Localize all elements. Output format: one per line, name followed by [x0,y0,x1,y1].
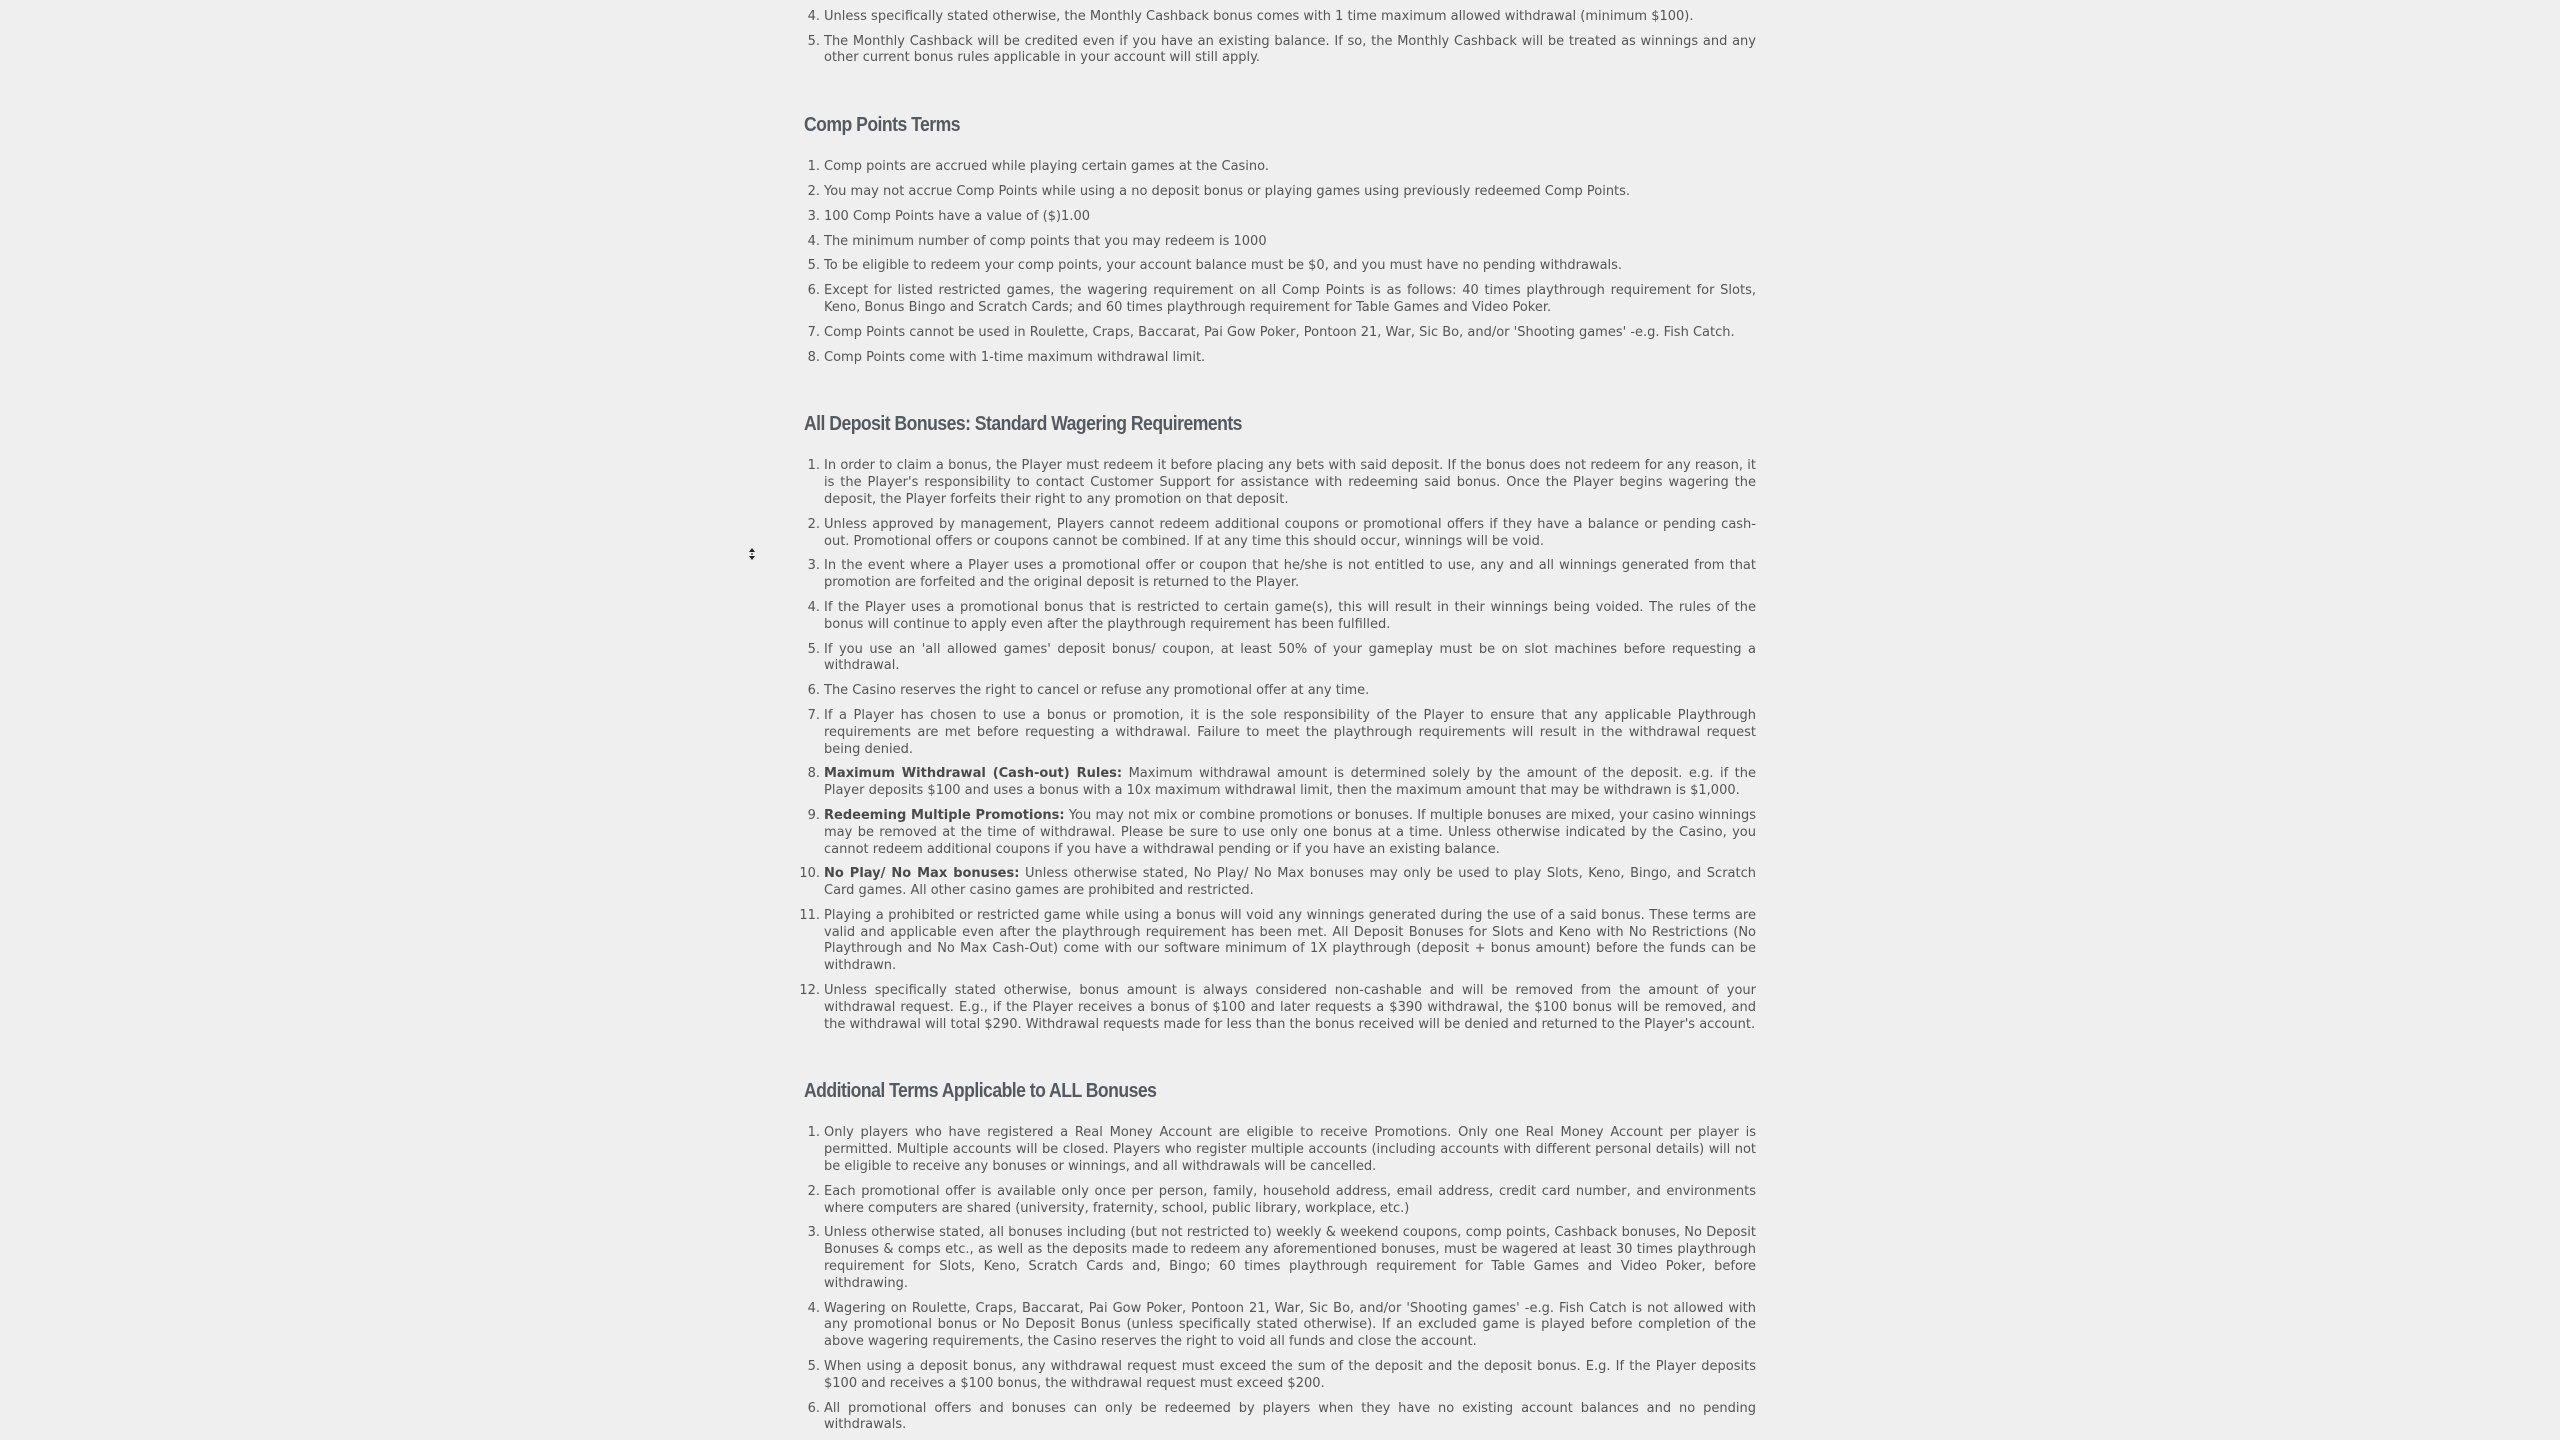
list-item-text: The Casino reserves the right to cancel or refuse any promotional offer at any time. [824,683,1370,699]
list-item-number: 11. [799,907,820,923]
list-item-number: 3. [807,1225,820,1241]
list-item-number: 6. [807,1400,820,1416]
list-item-text: Wagering on Roulette, Craps, Baccarat, Pai Gow Poker, Pontoon 21, War, Sic Bo, and/or 'Shooting games' -e.g. Fish Catch is not allowed with any promotional bonus or No Deposit Bonus (unless specifically stated otherwise). If an excluded game is played before completion of the above wagering requirements, the Casino reserves the right to void all funds and close the account. [824,1300,1756,1350]
list-item-text: In order to claim a bonus, the Player must redeem it before placing any bets with said deposit. If the bonus does not redeem for any reason, it is the Player's responsibility to contact Customer Support for assistance with redeeming said bonus. Once the Player begins wagering the deposit, the Player forfeits their right to any promotion on that deposit. [824,458,1756,507]
list-item [807,233,1756,251]
list-item [807,324,1756,342]
list-item [807,599,1756,634]
list-item [824,0,1756,1]
list-item [807,1183,1756,1218]
list-item-number [794,0,820,1]
list-item-text: Except for listed restricted games, the wagering requirement on all Comp Points is as follows: 40 times playthrough requirement for Slots, Keno, Bonus Bingo and Scratch Cards; and 60 times playthrough requirement for Table Games and Video Poker. [824,283,1756,315]
list-item-number: 10. [799,866,820,882]
list-item-number: 6. [807,683,820,699]
list-item-text: Unless approved by management, Players cannot redeem additional coupons or promotional offers if they have a balance or pending cash-out. Promotional offers or coupons cannot be combined. If at any time this should occur, winnings will be void. [824,516,1756,549]
list-item-bold-label: No Play/ No Max bonuses: [824,866,1020,882]
list-item-number: 7. [807,324,820,340]
list-item-text: You may not accrue Comp Points while using a no deposit bonus or playing games using previously redeemed Comp Points. [824,183,1631,199]
list-item [807,1300,1756,1351]
list-item [807,258,1756,275]
list-item-text: The Monthly Cashback will be credited even if you have an existing balance. If so, the Monthly Cashback will be treated as winnings and any other current bonus rules applicable in your account will still apply. [824,33,1756,66]
list-item-number: 1. [807,159,820,175]
deposit-bonuses-section [799,412,1756,1033]
list-item-text: In the event where a Player uses a promotional offer or coupon that he/she is not entitled to use, any and all winnings generated from that promotion are forfeited and the original deposit is returned to the Player. [824,558,1756,591]
list-item-text: If a Player has chosen to use a bonus or promotion, it is the sole responsibility of the Player to ensure that any applicable Playthrough requirements are met before requesting a withdrawal. Failure to meet the playthrough requirements will result in the withdrawal request being denied. [824,707,1756,757]
section-heading: Additional Terms Applicable to ALL Bonuses [804,1080,1157,1103]
list-item [807,1400,1756,1435]
list-item-number: 8. [807,766,820,782]
list-item [807,516,1756,551]
list-item-text: 100 Comp Points have a value of ($)1.00 [824,208,1090,224]
list-item [807,349,1756,367]
additional-terms-section [804,1079,1756,1434]
list-item [807,766,1756,800]
list-item-number: 6. [807,283,820,299]
list-item [807,641,1756,676]
list-item [807,208,1756,226]
list-item-text: Unless otherwise stated, No Play/ No Max bonuses may only be used to play Slots, Keno, Bingo, and Scratch Card games. All other casino games are prohibited and restricted. [824,866,1756,899]
list-item [799,907,1756,975]
list-item-number: 3. [807,558,820,574]
list-item-number: 12. [799,983,820,999]
list-item-text: Comp Points cannot be used in Roulette, Craps, Baccarat, Pai Gow Poker, Pontoon 21, War, Sic Bo, and/or 'Shooting games' -e.g. Fish Catch. [824,324,1735,340]
section-heading: All Deposit Bonuses: Standard Wagering Requirements [804,413,1242,436]
list-item [807,807,1756,858]
list-item-number: 3. [807,208,820,224]
list-item [807,183,1756,201]
list-item-text: Unless specifically stated otherwise, bonus amount is always considered non-cashable and will be removed from the amount of your withdrawal request. E.g., if the Player receives a bonus of $100 and later requests a $390 withdrawal, the $100 bonus will be removed, and the withdrawal will total $290. Withdrawal requests made for less than the bonus received will be denied and returned to the Player's account. [824,983,1756,1032]
list-item-text: If you use an 'all allowed games' deposit bonus/ coupon, at least 50% of your gameplay must be on slot machines before requesting a withdrawal. [824,641,1756,674]
list-item [807,33,1756,68]
list-item-number: 4. [807,599,820,615]
list-item-text: Playing a prohibited or restricted game while using a bonus will void any winnings generated during the use of a said bonus. These terms are valid and applicable even after the playthrough requirement has been met. All Deposit Bonuses for Slots and Keno with No Restrictions (No Playthrough and No Max Cash-Out) come with our software minimum of 1X playthrough (deposit + bonus amount) before the funds can be withdrawn. [824,907,1756,974]
list-item [807,1359,1756,1393]
list-item-number: 8. [807,349,820,365]
list-item-number: 5. [807,1359,820,1375]
list-item [807,283,1756,317]
deposit-bonuses-list [799,458,1756,1033]
list-item-number: 4. [807,8,820,24]
list-item [807,683,1756,700]
autoscroll-cursor-icon [748,547,756,561]
list-item-text: Unless specifically stated otherwise, the Monthly Cashback bonus comes with 1 time maximum allowed withdrawal (minimum $100). [824,8,1694,24]
list-item-bold-label: Maximum Withdrawal (Cash-out) Rules: [824,766,1123,782]
list-item-text: Comp points are accrued while playing certain games at the Casino. [824,159,1270,175]
section-heading: Comp Points Terms [804,114,960,137]
list-item [807,1225,1756,1292]
list-item-number: 1. [807,1125,820,1141]
list-item-text: Maximum withdrawal amount is determined solely by the amount of the deposit. e.g. if the Player deposits $100 and uses a bonus with a 10x maximum withdrawal limit, then the maximum amount that may be withdrawn is $1,000. [824,766,1756,799]
list-item-text: If the Player uses a promotional bonus that is restricted to certain game(s), this will result in their winnings being voided. The rules of the bonus will continue to apply even after the playthrough requirement has been fulfilled. [824,599,1756,632]
list-item-number: 2. [807,1183,820,1199]
list-item-number: 4. [807,233,820,249]
list-item-text: You may not mix or combine promotions or bonuses. If multiple bonuses are mixed, your casino winnings may be removed at the time of withdrawal. Please be sure to use only one bonus at a time. Unless otherwise indicated by the Casino, you cannot redeem additional coupons if you have a withdrawal pending or if you have an existing balance. [824,807,1756,857]
cashback-terms-section [804,0,1756,67]
list-item-text: When using a deposit bonus, any withdrawal request must exceed the sum of the deposit and the deposit bonus. E.g. If the Player deposits $100 and receives a $100 bonus, the withdrawal request must exceed $200. [824,1359,1756,1391]
list-item-text: Comp Points come with 1-time maximum withdrawal limit. [824,349,1206,365]
comp-points-list [804,159,1756,366]
comp-points-section [804,113,1756,366]
list-item [807,1125,1756,1175]
additional-terms-list [804,1125,1756,1434]
list-item [799,866,1756,900]
list-item [807,8,1756,26]
list-item-number: 5. [807,258,820,274]
list-item [799,983,1756,1033]
list-item-text: Unless otherwise stated, all bonuses including (but not restricted to) weekly & weekend coupons, comp points, Cashback bonuses, No Deposit Bonuses & comps etc., as well as the deposits made to redeem any aforementioned bonuses, must be wagered at least 30 times playthrough requirement for Slots, Keno, Scratch Cards and, Bingo; 60 times playthrough requirement for Table Games and Video Poker, before withdrawing. [824,1225,1756,1291]
list-item [807,558,1756,592]
list-item-text: All promotional offers and bonuses can only be redeemed by players when they have no existing account balances and no pending withdrawals. [824,1400,1756,1433]
list-item-number: 7. [807,707,820,723]
list-item-text: Only players who have registered a Real Money Account are eligible to receive Promotions. Only one Real Money Account per player is permitted. Multiple accounts will be closed. Players who register multiple accounts (including accounts with different personal details) will not be eligible to receive any bonuses or winnings, and all withdrawals will be cancelled. [824,1125,1756,1175]
list-item-text: Each promotional offer is available only once per person, family, household address, email address, credit card number, and environments where computers are shared (university, fraternity, school, public library, workplace, etc.) [824,1183,1756,1216]
list-item-number: 1. [807,458,820,474]
list-item-text: To be eligible to redeem your comp points, your account balance must be $0, and you must have no pending withdrawals. [824,258,1623,274]
list-item-bold-label: Redeeming Multiple Promotions: [824,807,1065,823]
list-item-number: 5. [807,641,820,657]
list-item-number: 2. [807,183,820,199]
list-item-number: 9. [807,807,820,823]
cashback-terms-list [804,0,1756,67]
list-item [807,159,1756,176]
list-item-number: 5. [807,33,820,49]
list-item [807,707,1756,758]
list-item [807,458,1756,508]
list-item-number: 2. [807,516,820,532]
list-item-text: The minimum number of comp points that you may redeem is 1000 [824,233,1267,249]
terms-content [799,0,1756,1440]
list-item-number: 4. [807,1300,820,1316]
